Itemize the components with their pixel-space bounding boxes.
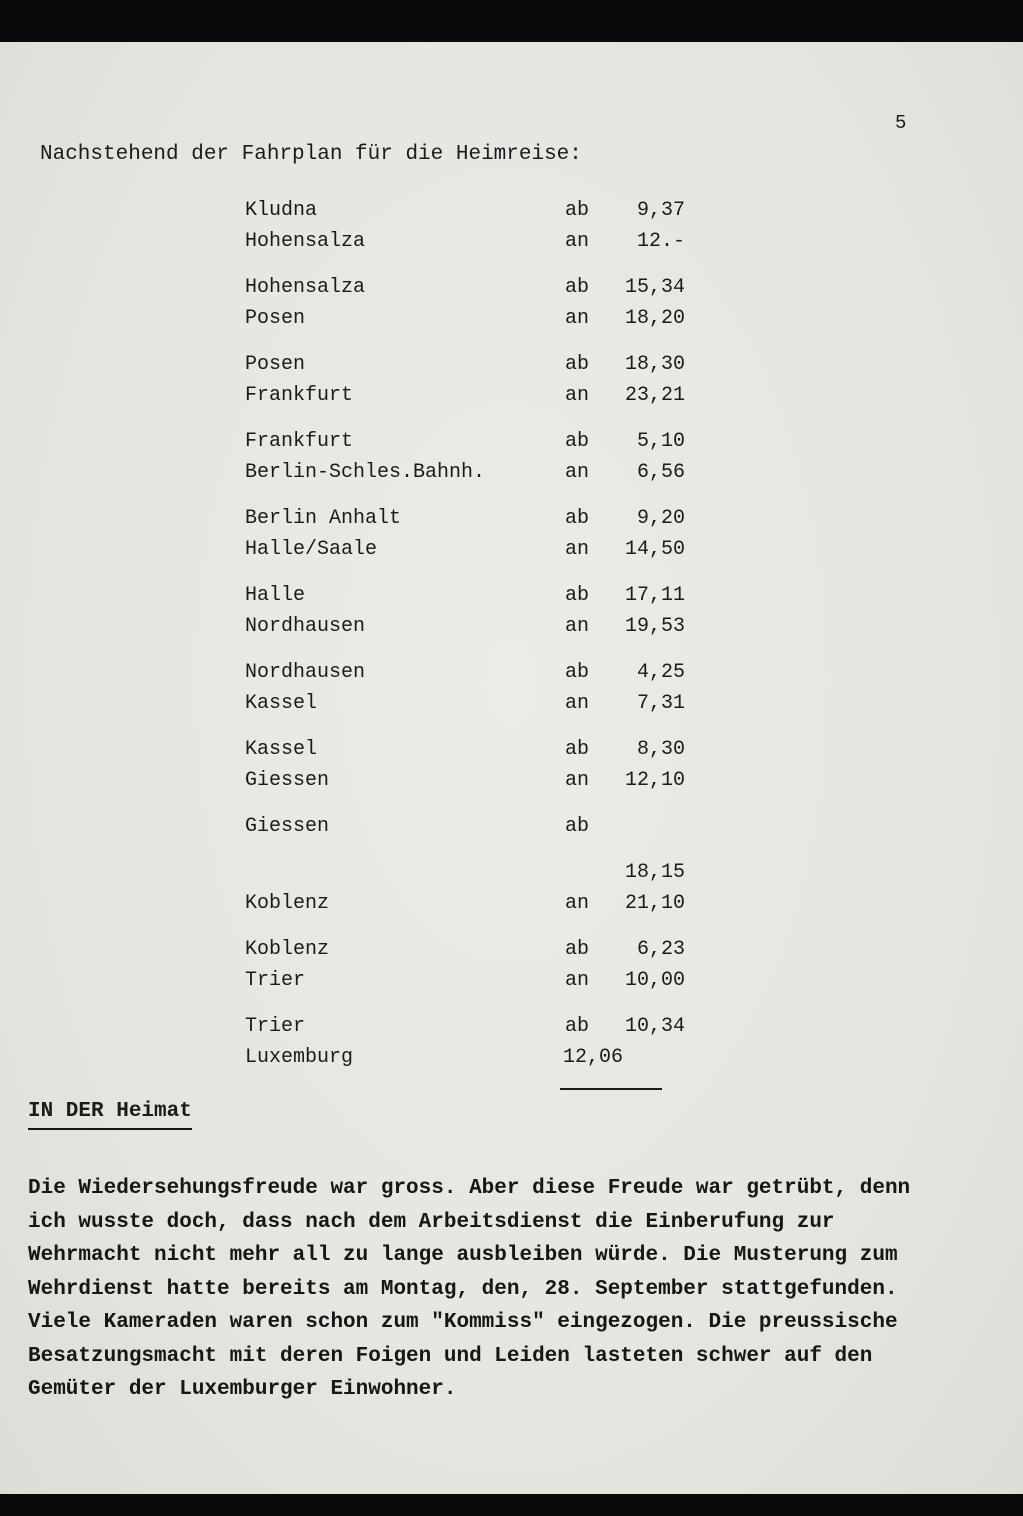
- station-name: Halle: [245, 584, 306, 607]
- schedule-row: [245, 380, 685, 411]
- paragraph-line: Die Wiedersehungsfreude war gross. Aber diese Freude war getrübt, denn: [28, 1177, 911, 1200]
- schedule-row: [245, 457, 685, 488]
- time-value: 15,34: [624, 276, 685, 299]
- ab-an-marker: ab: [565, 276, 590, 299]
- ab-an-marker: ab: [565, 430, 590, 453]
- ab-an-marker: an: [565, 692, 590, 715]
- ab-an-marker: ab: [565, 815, 590, 838]
- time-value: 14,50: [624, 538, 685, 561]
- station-name: Kassel: [245, 738, 318, 761]
- time-value: 7,31: [636, 692, 685, 715]
- station-name: Frankfurt: [245, 384, 354, 407]
- paragraph-line: Viele Kameraden waren schon zum "Kommiss" eingezogen. Die preussische: [28, 1311, 898, 1334]
- schedule-row: [245, 688, 685, 719]
- schedule-row: [245, 503, 685, 534]
- paragraph: [28, 1172, 996, 1407]
- station-name: Hohensalza: [245, 276, 366, 299]
- page-number: 5: [895, 112, 907, 134]
- paragraph-line: Besatzungsmacht mit deren Foigen und Leiden lasteten schwer auf den: [28, 1344, 873, 1368]
- schedule-row: [245, 272, 685, 303]
- ab-an-marker: ab: [565, 507, 590, 530]
- schedule-row: [245, 303, 685, 334]
- time-value: 12,10: [624, 769, 685, 792]
- schedule-row: [245, 195, 685, 226]
- time-value: 6,56: [636, 461, 685, 484]
- time-value: 17,11: [624, 584, 685, 607]
- ab-an-marker: ab: [565, 584, 590, 607]
- ab-an-marker: ab: [565, 199, 590, 222]
- station-name: Berlin-Schles.Bahnh.: [245, 461, 486, 484]
- schedule-row: [245, 888, 685, 919]
- scan-artifact-bottom-bar: [0, 1494, 1023, 1516]
- schedule-row: [245, 534, 685, 565]
- schedule-group: [245, 1011, 685, 1073]
- station-name: Giessen: [245, 815, 330, 838]
- schedule-group: [245, 857, 685, 919]
- time-value: 5,10: [636, 430, 685, 453]
- schedule-row: [245, 226, 685, 257]
- time-value: 9,20: [636, 507, 685, 530]
- station-name: Nordhausen: [245, 615, 366, 638]
- station-name: Frankfurt: [245, 430, 354, 453]
- ab-an-marker: an: [565, 307, 590, 330]
- ab-an-marker: an: [565, 384, 590, 407]
- station-name: Halle/Saale: [245, 538, 378, 561]
- schedule-row: [245, 1011, 685, 1042]
- schedule-row: [245, 349, 685, 380]
- time-value: 19,53: [624, 615, 685, 638]
- schedule-group: [245, 426, 685, 488]
- schedule-row: [245, 857, 685, 888]
- scan-artifact-top-bar: [0, 0, 1023, 42]
- schedule-row: [245, 965, 685, 996]
- time-value: 9,37: [636, 199, 685, 222]
- station-name: Koblenz: [245, 892, 330, 915]
- station-name: Luxemburg: [245, 1046, 354, 1069]
- ab-an-marker: an: [565, 230, 590, 253]
- schedule-group: [245, 657, 685, 719]
- paragraph-line: Wehrdienst hatte bereits am Montag, den, 28. September stattgefunden.: [28, 1277, 898, 1301]
- ab-an-marker: an: [565, 538, 590, 561]
- ab-an-marker: an: [565, 615, 590, 638]
- ab-an-marker: an: [565, 461, 590, 484]
- station-name: Koblenz: [245, 938, 330, 961]
- schedule-row: [245, 934, 685, 965]
- schedule-group: [245, 272, 685, 334]
- station-name: Berlin Anhalt: [245, 507, 402, 530]
- paragraph-line: Wehrmacht nicht mehr all zu lange ausbleiben würde. Die Musterung zum: [28, 1244, 898, 1267]
- schedule-row: [245, 580, 685, 611]
- station-name: Kassel: [245, 692, 318, 715]
- ab-an-marker: ab: [565, 353, 590, 376]
- paragraph-line: Gemüter der Luxemburger Einwohner.: [28, 1378, 457, 1401]
- schedule-row: [245, 426, 685, 457]
- station-name: Nordhausen: [245, 661, 366, 684]
- station-name: Kludna: [245, 199, 318, 222]
- paragraph-line: ich wusste doch, dass nach dem Arbeitsdienst die Einberufung zur: [28, 1210, 835, 1234]
- intro-line: Nachstehend der Fahrplan für die Heimreise:: [40, 143, 582, 166]
- schedule-group: [245, 503, 685, 565]
- schedule-group: [245, 811, 685, 842]
- schedule-group: [245, 349, 685, 411]
- station-name: Giessen: [245, 769, 330, 792]
- time-value: 10,00: [624, 969, 685, 992]
- schedule-end-rule: [560, 1088, 662, 1090]
- time-value: 21,10: [624, 892, 685, 915]
- station-name: Posen: [245, 307, 306, 330]
- time-value: 8,30: [636, 738, 685, 761]
- time-value: 12,06: [563, 1046, 624, 1069]
- schedule-group: [245, 734, 685, 796]
- ab-an-marker: an: [565, 969, 590, 992]
- ab-an-marker: ab: [565, 661, 590, 684]
- ab-an-marker: ab: [565, 738, 590, 761]
- time-value: 23,21: [624, 384, 685, 407]
- station-name: Hohensalza: [245, 230, 366, 253]
- station-name: Posen: [245, 353, 306, 376]
- ab-an-marker: an: [565, 769, 590, 792]
- time-value: 4,25: [636, 661, 685, 684]
- time-value: 10,34: [624, 1015, 685, 1038]
- schedule-group: [245, 934, 685, 996]
- ab-an-marker: ab: [565, 1015, 590, 1038]
- schedule-row: [245, 811, 685, 842]
- section-heading: IN DER Heimat: [28, 1100, 192, 1130]
- ab-an-marker: ab: [565, 938, 590, 961]
- station-name: Trier: [245, 1015, 306, 1038]
- schedule-row: [245, 657, 685, 688]
- time-value: 18,15: [624, 861, 685, 884]
- ab-an-marker: an: [565, 892, 590, 915]
- time-value: 18,20: [624, 307, 685, 330]
- schedule-group: [245, 195, 685, 257]
- schedule-row: [245, 765, 685, 796]
- time-value: 6,23: [636, 938, 685, 961]
- time-value: 12.-: [636, 230, 685, 253]
- station-name: Trier: [245, 969, 306, 992]
- schedule-row: [245, 1042, 685, 1073]
- schedule-row: [245, 611, 685, 642]
- schedule-group: [245, 580, 685, 642]
- schedule-row: [245, 734, 685, 765]
- time-value: 18,30: [624, 353, 685, 376]
- schedule: [245, 195, 685, 1090]
